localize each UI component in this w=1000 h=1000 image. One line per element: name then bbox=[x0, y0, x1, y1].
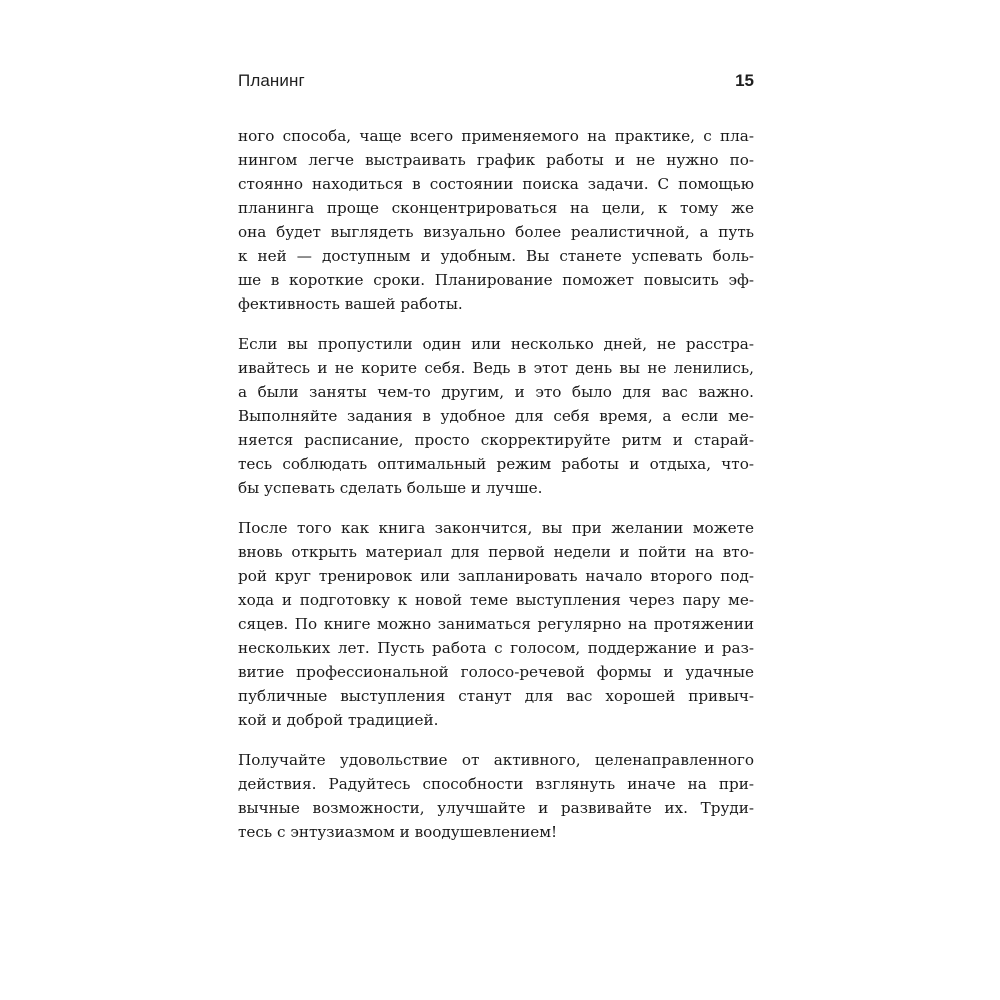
text-line: Получайте удовольствие от активного, целенаправленного bbox=[238, 751, 754, 769]
text-line: вычные возможности, улучшайте и развивайте их. Труди- bbox=[238, 799, 754, 817]
text-line: рой круг тренировок или запланировать начало второго под- bbox=[238, 567, 754, 585]
paragraph-4 bbox=[238, 748, 754, 844]
text-line: тесь соблюдать оптимальный режим работы и отдыха, что- bbox=[238, 455, 754, 473]
paragraph-3 bbox=[238, 516, 754, 732]
text-line: действия. Радуйтесь способности взглянуть иначе на при- bbox=[238, 775, 754, 793]
page-number: 15 bbox=[735, 71, 754, 90]
running-header bbox=[238, 70, 754, 92]
text-line: тесь с энтузиазмом и воодушевлением! bbox=[238, 823, 558, 841]
body-text bbox=[238, 124, 754, 860]
text-line: ше в короткие сроки. Планирование поможет повысить эф- bbox=[238, 271, 754, 289]
text-line: няется расписание, просто скорректируйте ритм и старай- bbox=[238, 431, 754, 449]
paragraph-1 bbox=[238, 124, 754, 316]
text-line: а были заняты чем-то другим, и это было для вас важно. bbox=[238, 383, 754, 401]
text-line: ного способа, чаще всего применяемого на практике, с пла- bbox=[238, 127, 754, 145]
text-line: к ней — доступным и удобным. Вы станете успевать боль- bbox=[238, 247, 754, 265]
text-line: публичные выступления станут для вас хорошей привыч- bbox=[238, 687, 754, 705]
text-line: фективность вашей работы. bbox=[238, 295, 463, 313]
text-line: кой и доброй традицией. bbox=[238, 711, 439, 729]
text-line: она будет выглядеть визуально более реалистичной, а путь bbox=[238, 223, 754, 241]
text-line: вновь открыть материал для первой недели и пойти на вто- bbox=[238, 543, 754, 561]
running-title: Планинг bbox=[238, 71, 305, 90]
paragraph-2 bbox=[238, 332, 754, 500]
text-line: сяцев. По книге можно заниматься регулярно на протяжении bbox=[238, 615, 754, 633]
text-line: нингом легче выстраивать график работы и не нужно по- bbox=[238, 151, 754, 169]
text-line: планинга проще сконцентрироваться на цели, к тому же bbox=[238, 199, 754, 217]
text-line: Выполняйте задания в удобное для себя время, а если ме- bbox=[238, 407, 754, 425]
text-line: ивайтесь и не корите себя. Ведь в этот день вы не ленились, bbox=[238, 359, 754, 377]
text-line: бы успевать сделать больше и лучше. bbox=[238, 479, 543, 497]
text-line: Если вы пропустили один или несколько дней, не расстра- bbox=[238, 335, 754, 353]
text-line: стоянно находиться в состоянии поиска задачи. С помощью bbox=[238, 175, 754, 193]
text-line: После того как книга закончится, вы при желании можете bbox=[238, 519, 754, 537]
text-line: нескольких лет. Пусть работа с голосом, поддержание и раз- bbox=[238, 639, 754, 657]
text-line: витие профессиональной голосо-речевой формы и удачные bbox=[238, 663, 754, 681]
text-line: хода и подготовку к новой теме выступления через пару ме- bbox=[238, 591, 754, 609]
